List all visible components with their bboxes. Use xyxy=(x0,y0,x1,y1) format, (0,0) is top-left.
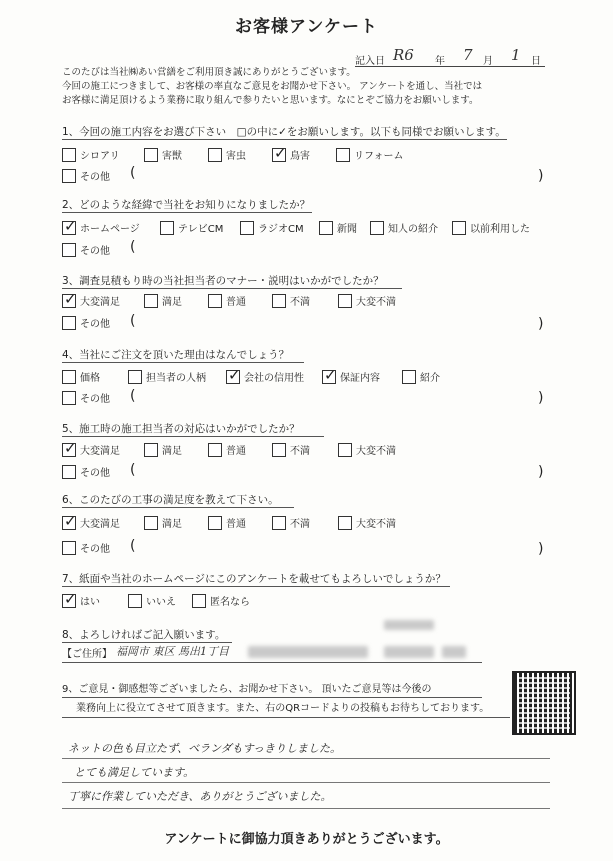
q6-option[interactable] xyxy=(338,515,396,530)
checkbox[interactable] xyxy=(144,443,158,457)
q3-option[interactable] xyxy=(208,293,246,308)
q5-other[interactable] xyxy=(62,464,110,479)
year-label: 年 xyxy=(435,56,445,67)
paren-close: ) xyxy=(538,316,544,332)
q3-option[interactable] xyxy=(272,293,310,308)
q5-option[interactable] xyxy=(272,442,310,457)
q3-option[interactable] xyxy=(338,293,396,308)
question-6: 6、このたびの工事の満足度を教えて下さい。 xyxy=(62,494,279,506)
checkbox[interactable] xyxy=(208,516,222,530)
option-label: 保証内容 xyxy=(340,373,380,384)
q2-option[interactable] xyxy=(240,220,304,235)
option-label: 不満 xyxy=(290,446,310,457)
paren-close: ) xyxy=(538,541,544,557)
question-9 xyxy=(62,680,489,718)
q4-option[interactable] xyxy=(322,369,380,384)
intro-line: お客様に満足頂けるよう業務に取り組んで参りたいと思います。なにとぞご協力をお願いします。 xyxy=(62,95,479,106)
date-prefix: 記入日 xyxy=(355,56,385,67)
option-label: 普通 xyxy=(226,519,246,530)
question-9-line2: 業務向上に役立てさせて頂きます。また、右のQRコードよりの投稿もお待ちしております。 xyxy=(76,703,490,714)
q4-option[interactable] xyxy=(402,369,440,384)
option-label: ラジオCM xyxy=(258,224,304,235)
checkbox[interactable] xyxy=(144,148,158,162)
question-3: 3、調査見積もり時の当社担当者のマナー・説明はいかがでしたか？ xyxy=(62,275,384,287)
q4-option[interactable] xyxy=(226,369,304,384)
question-1-underline xyxy=(62,139,507,140)
paren-open: ( xyxy=(130,165,136,181)
q1-option[interactable] xyxy=(144,147,182,162)
option-label: 以前利用した xyxy=(470,224,530,235)
paren-open: ( xyxy=(130,388,136,404)
comment-rule xyxy=(62,808,550,809)
option-label: その他 xyxy=(80,246,110,257)
checkbox[interactable] xyxy=(319,221,333,235)
page-title: お客様アンケート xyxy=(235,17,378,37)
qr-code-icon[interactable] xyxy=(512,671,576,735)
option-label: その他 xyxy=(80,394,110,405)
option-label: 普通 xyxy=(226,297,246,308)
question-4: 4、当社にご注文を頂いた理由はなんでしょう？ xyxy=(62,349,290,361)
option-label: シロアリ xyxy=(80,151,120,162)
checkbox[interactable] xyxy=(62,391,76,405)
checkbox[interactable] xyxy=(338,443,352,457)
checkbox[interactable] xyxy=(208,148,222,162)
question-7: 7、紙面や当社のホームページにこのアンケートを載せてもよろしいでしょうか？ xyxy=(62,573,446,585)
option-label: 紹介 xyxy=(420,373,440,384)
option-label: いいえ xyxy=(146,597,176,608)
option-label: 害虫 xyxy=(226,151,246,162)
checkbox[interactable] xyxy=(62,541,76,555)
redacted-block xyxy=(442,646,466,658)
q2-option[interactable] xyxy=(62,220,140,235)
checkbox-checked[interactable] xyxy=(226,370,240,384)
checkbox[interactable] xyxy=(240,221,254,235)
option-label: 価格 xyxy=(80,373,100,384)
intro-line: 今回の施工につきまして、お客様の率直なご意見をお聞かせ下さい。 アンケートを通し、当社では xyxy=(62,81,483,92)
comment-line-3: 丁寧に作業していただき、ありがとうございました。 xyxy=(68,790,332,803)
checkbox[interactable] xyxy=(62,148,76,162)
checkbox[interactable] xyxy=(452,221,466,235)
option-label: リフォーム xyxy=(354,151,404,162)
checkbox-checked[interactable] xyxy=(62,294,76,308)
option-label: その他 xyxy=(80,319,110,330)
q2-other[interactable] xyxy=(62,242,110,257)
intro-text xyxy=(62,66,562,108)
checkbox[interactable] xyxy=(208,294,222,308)
comment-rule xyxy=(62,758,550,759)
checkbox-checked[interactable] xyxy=(322,370,336,384)
question-7-underline xyxy=(62,586,450,587)
address-label: 【ご住所】 xyxy=(62,649,112,660)
q1-option[interactable] xyxy=(208,147,246,162)
checkbox[interactable] xyxy=(160,221,174,235)
checkbox[interactable] xyxy=(62,243,76,257)
option-label: 大変満足 xyxy=(80,519,120,530)
checkbox[interactable] xyxy=(272,443,286,457)
option-label: 会社の信用性 xyxy=(244,373,304,384)
question-8: 8、よろしければご記入願います。 xyxy=(62,629,226,641)
option-label: 大変満足 xyxy=(80,297,120,308)
q3-other[interactable] xyxy=(62,315,110,330)
checkbox-checked[interactable] xyxy=(272,148,286,162)
q7-option[interactable] xyxy=(192,593,250,608)
comment-line-2: とても満足しています。 xyxy=(74,766,195,779)
day-label: 日 xyxy=(531,56,541,67)
q3-option[interactable] xyxy=(144,293,182,308)
option-label: 満足 xyxy=(162,519,182,530)
option-label: 不満 xyxy=(290,297,310,308)
q4-option[interactable] xyxy=(128,369,206,384)
question-6-underline xyxy=(62,507,294,508)
question-2: 2、どのような経緯で当社をお知りになりましたか？ xyxy=(62,199,311,211)
date-day: 1 xyxy=(511,46,521,64)
question-1: 1、今回の施工内容をお選び下さい □の中に✓をお願いします。以下も同様でお願いします。 xyxy=(62,126,506,138)
option-label: その他 xyxy=(80,468,110,479)
option-label: ホームページ xyxy=(80,224,140,235)
q1-other[interactable] xyxy=(62,168,110,183)
paren-open: ( xyxy=(130,538,136,554)
checkbox[interactable] xyxy=(144,294,158,308)
option-label: 大変不満 xyxy=(356,519,396,530)
date-era: R6 xyxy=(393,46,414,64)
checkbox[interactable] xyxy=(62,169,76,183)
q6-option[interactable] xyxy=(144,515,182,530)
option-label: 鳥害 xyxy=(290,151,310,162)
checkbox-checked[interactable] xyxy=(62,443,76,457)
q6-other[interactable] xyxy=(62,540,110,555)
q2-option[interactable] xyxy=(452,220,530,235)
q6-option[interactable] xyxy=(208,515,246,530)
q7-option[interactable] xyxy=(62,593,100,608)
redacted-block xyxy=(248,646,368,658)
q2-option[interactable] xyxy=(319,220,357,235)
q2-option[interactable] xyxy=(160,220,223,235)
question-2-underline xyxy=(62,212,312,213)
question-5-underline xyxy=(62,436,324,437)
address-value: 福岡市 東区 馬出1丁目 xyxy=(116,645,229,658)
checkbox[interactable] xyxy=(128,594,142,608)
checkbox[interactable] xyxy=(62,316,76,330)
option-label: 大変満足 xyxy=(80,446,120,457)
redacted-block xyxy=(384,620,434,630)
option-label: 担当者の人柄 xyxy=(146,373,206,384)
option-label: 大変不満 xyxy=(356,446,396,457)
paren-close: ) xyxy=(538,168,544,184)
q3-option[interactable] xyxy=(62,293,120,308)
question-5: 5、施工時の施工担当者の対応はいかがでしたか？ xyxy=(62,423,300,435)
q4-option[interactable] xyxy=(62,369,100,384)
q2-option[interactable] xyxy=(370,220,438,235)
checkbox-checked[interactable] xyxy=(62,221,76,235)
question-3-underline xyxy=(62,288,402,289)
q5-option[interactable] xyxy=(338,442,396,457)
option-label: その他 xyxy=(80,544,110,555)
option-label: 知人の紹介 xyxy=(388,224,438,235)
redacted-block xyxy=(384,646,434,658)
option-label: その他 xyxy=(80,172,110,183)
comment-line-1: ネットの色も目立たず、ベランダもすっきりしました。 xyxy=(68,742,342,755)
q1-option[interactable] xyxy=(62,147,120,162)
checkbox-checked[interactable] xyxy=(62,516,76,530)
option-label: 新聞 xyxy=(337,224,357,235)
checkbox[interactable] xyxy=(402,370,416,384)
q1-option[interactable] xyxy=(272,147,310,162)
question-9-underline xyxy=(62,717,510,718)
paren-open: ( xyxy=(130,462,136,478)
checkbox[interactable] xyxy=(128,370,142,384)
option-label: 普通 xyxy=(226,446,246,457)
date-row xyxy=(355,46,545,66)
checkbox[interactable] xyxy=(208,443,222,457)
checkbox[interactable] xyxy=(370,221,384,235)
q5-option[interactable] xyxy=(208,442,246,457)
paren-close: ) xyxy=(538,464,544,480)
paren-open: ( xyxy=(130,313,136,329)
intro-line: このたびは当社㈱あい営繕をご利用頂き誠にありがとうございます。 xyxy=(62,67,356,78)
checkbox[interactable] xyxy=(62,465,76,479)
checkbox[interactable] xyxy=(144,516,158,530)
q5-option[interactable] xyxy=(62,442,120,457)
comment-rule xyxy=(62,782,550,783)
checkbox[interactable] xyxy=(272,516,286,530)
option-label: 満足 xyxy=(162,446,182,457)
question-9-line1: 9、ご意見・御感想等ございましたら、お聞かせ下さい。 頂いたご意見等は今後の xyxy=(62,684,432,695)
q7-option[interactable] xyxy=(128,593,176,608)
q4-other[interactable] xyxy=(62,390,110,405)
checkbox[interactable] xyxy=(62,370,76,384)
footer-thanks: アンケートに御協力頂きありがとうございます。 xyxy=(164,832,449,847)
checkbox[interactable] xyxy=(338,294,352,308)
option-label: 満足 xyxy=(162,297,182,308)
option-label: 大変不満 xyxy=(356,297,396,308)
checkbox[interactable] xyxy=(192,594,206,608)
address-underline xyxy=(62,662,482,663)
option-label: 匿名なら xyxy=(210,597,250,608)
paren-open: ( xyxy=(130,239,136,255)
checkbox-checked[interactable] xyxy=(62,594,76,608)
option-label: テレビCM xyxy=(178,224,224,235)
date-month: 7 xyxy=(463,46,473,64)
q6-option[interactable] xyxy=(62,515,120,530)
paren-close: ) xyxy=(538,390,544,406)
month-label: 月 xyxy=(483,56,493,67)
option-label: 不満 xyxy=(290,519,310,530)
option-label: 害獣 xyxy=(162,151,182,162)
q5-option[interactable] xyxy=(144,442,182,457)
q1-option[interactable] xyxy=(336,147,404,162)
question-9-underline xyxy=(62,697,482,698)
question-4-underline xyxy=(62,362,304,363)
checkbox[interactable] xyxy=(336,148,350,162)
checkbox[interactable] xyxy=(272,294,286,308)
option-label: はい xyxy=(80,597,100,608)
checkbox[interactable] xyxy=(338,516,352,530)
q6-option[interactable] xyxy=(272,515,310,530)
